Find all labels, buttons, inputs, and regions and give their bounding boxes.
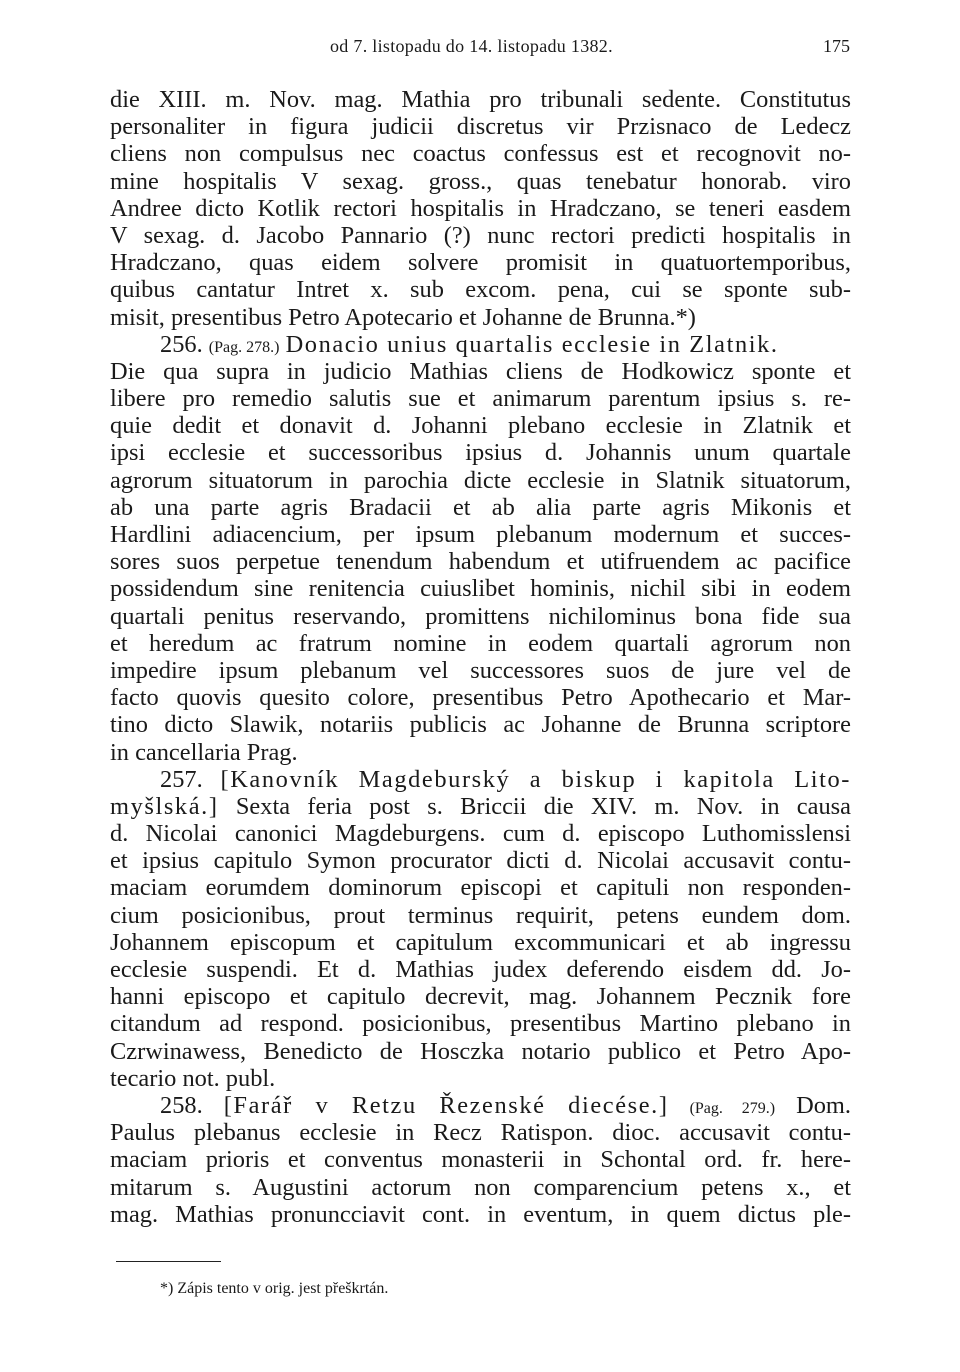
text-line: in cancellaria Prag. <box>110 738 298 766</box>
text-line: sores suos perpetue tenendum habendum et utifruendem ac pacifice <box>110 548 851 576</box>
page-header <box>110 36 850 68</box>
text-line: facto quovis quesito colore, presentibus Petro Apothecario et Mar- <box>110 684 851 712</box>
text-line: cliens non compulsus nec coactus confessus est et recognovit no- <box>110 140 851 168</box>
text-line: tino dicto Slawik, notariis publicis ac Johanne de Brunna scriptore <box>110 711 851 739</box>
text-line: citandum ad respond. posicionibus, presentibus Martino plebano in <box>110 1010 851 1038</box>
text-line: maciam prioris et conventus monasterii in Schontal ord. fr. here- <box>110 1146 851 1174</box>
text-line: hanni episcopo et capitulo decrevit, mag. Johannem Pecznik fore <box>110 983 851 1011</box>
entry-text: Sexta feria post s. Briccii die XIV. m. Nov. in causa <box>235 792 851 820</box>
text-line: Die qua supra in judicio Mathias cliens de Hodkowicz sponte et <box>110 357 851 385</box>
text-line: mitarum s. Augustini actorum non comparencium petens x., et <box>110 1173 851 1201</box>
text-line: cium posicionibus, prout terminus requirit, petens eundem dom. <box>110 901 851 929</box>
text-line: die XIII. m. Nov. mag. Mathia pro tribunali sedente. Constitutus <box>110 86 851 113</box>
text-line: V sexag. d. Jacobo Pannario (?) nunc rectori predicti hospitalis in <box>110 221 851 249</box>
text-line: maciam eorumdem dominorum episcopi et capituli non responden- <box>110 874 851 902</box>
entry-258-heading <box>110 1092 851 1119</box>
text-line: Johannem episcopum et capitulum excommunicari et ab ingressu <box>110 928 851 956</box>
text-line: Hradczano, quas eidem solvere promisit in quatuortemporibus, <box>110 249 851 277</box>
entry-number: 256. <box>160 330 203 358</box>
text-line: quartali penitus reservando, promittens nichilominus bona fide sua <box>110 602 851 630</box>
text-line: agrorum situatorum in parochia dicte ecclesie in Slatnik situatorum, <box>110 466 851 494</box>
text-line: ipsi ecclesie et successoribus ipsius d. Johannis unum quartale <box>110 439 851 467</box>
entry-number: 258. <box>160 1091 203 1119</box>
text-line: impedire ipsum plebanum vel successores suos de jure vel de <box>110 656 851 684</box>
text-line: Czrwinawess, Benedicto de Hosczka notario publico et Petro Apo- <box>110 1037 851 1065</box>
entry-number: 257. <box>160 765 203 793</box>
text-line: personaliter in figura judicii discretus vir Przisnaco de Ledecz <box>110 113 851 141</box>
text-line: mine hospitalis V sexag. gross., quas tenebatur honorab. viro <box>110 167 851 195</box>
entry-257-heading <box>110 766 851 793</box>
text-line: Paulus plebanus ecclesie in Recz Ratispon. dioc. accusavit contu- <box>110 1119 851 1147</box>
text-line: misit, presentibus Petro Apotecario et Johanne de Brunna.*) <box>110 303 696 331</box>
text-line: ab una parte agris Bradacii et ab alia parte agris Mikonis et <box>110 493 851 521</box>
page-number: 175 <box>823 36 850 56</box>
footnote-divider <box>116 1261 221 1262</box>
text-line: mag. Mathias pronuncciavit cont. in eventum, in quem dictus ple- <box>110 1200 851 1228</box>
text-line: quibus cantatur Intret x. sub excom. pena, cui se sponte sub- <box>110 276 851 304</box>
text-line: tecario not. publ. <box>110 1064 276 1092</box>
footnote: *) Zápis tento v orig. jest přeškrtán. <box>160 1280 389 1297</box>
entry-text: Dom. <box>796 1091 851 1119</box>
running-title: od 7. listopadu do 14. listopadu 1382. <box>330 36 613 56</box>
text-line: libere pro remedio salutis sue et animarum parentum ipsius s. re- <box>110 385 851 413</box>
entry-title: [Kanovník Magdeburský a biskup i kapitola Lito- <box>220 765 851 793</box>
entry-title: [Farář v Retzu Řezenské diecése.] <box>223 1091 669 1119</box>
text-line: d. Nicolai canonici Magdeburgens. cum d. episcopo Luthomisslensi <box>110 820 851 848</box>
text-line: Hardlini adiacencium, per ipsum plebanum modernum et succes- <box>110 521 851 548</box>
text-line: et heredum ac fratrum nomine in eodem quartali agrorum non <box>110 629 851 657</box>
page-reference: (Pag. 278.) <box>208 338 280 356</box>
text-line: ecclesie suspendi. Et d. Mathias judex deferendo eisdem dd. Jo- <box>110 956 851 983</box>
text-line: Andree dicto Kotlik rectori hospitalis in Hradczano, se teneri easdem <box>110 194 851 222</box>
main-text <box>110 86 851 1228</box>
entry-title: Donacio unius quartalis ecclesie in Zlatnik. <box>285 330 779 358</box>
text-line: quie dedit et donavit d. Johanni plebano ecclesie in Zlatnik et <box>110 412 851 440</box>
text-line <box>110 793 851 820</box>
text-line: et ipsius capitulo Symon procurator dicti d. Nicolai accusavit contu- <box>110 847 851 875</box>
entry-256-heading <box>110 331 851 358</box>
entry-title-continued: myšlská.] <box>110 792 219 820</box>
text-line: possidendum sine renitencia cuiuslibet hominis, nichil sibi in eodem <box>110 575 851 603</box>
page-reference: (Pag. 279.) <box>689 1099 776 1117</box>
